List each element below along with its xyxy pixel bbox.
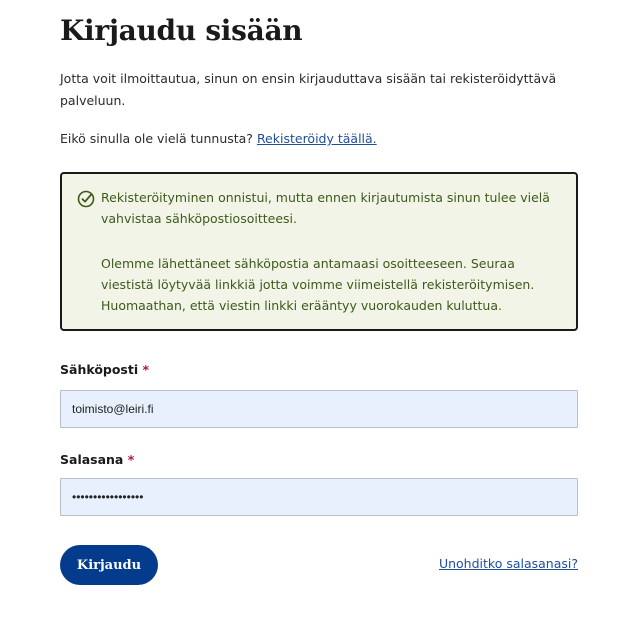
email-field[interactable] <box>61 391 577 427</box>
register-prompt <box>60 129 377 149</box>
page-title: Kirjaudu sisään <box>60 14 303 47</box>
alert-details: Olemme lähettäneet sähköpostia antamaasi osoitteeseen. Seuraa viestistä löytyvää linkkiä jotta voimme viimeistellä rekisteröitymisen. Huomaathan, että viestin linkki erääntyy vuorokauden kuluttua. <box>101 256 535 313</box>
password-required-mark: * <box>127 452 135 467</box>
forgot-password-link[interactable]: Unohditko salasanasi? <box>438 556 578 571</box>
success-alert <box>60 172 578 331</box>
password-field[interactable] <box>61 479 577 515</box>
email-required-mark: * <box>142 362 150 377</box>
password-label <box>60 452 134 467</box>
password-field-wrapper <box>60 478 578 516</box>
check-circle-icon <box>76 189 96 209</box>
email-label <box>60 362 149 377</box>
register-link[interactable]: Rekisteröidy täällä. <box>256 131 377 146</box>
email-label-text: Sähköposti <box>60 362 139 377</box>
register-prompt-text: Eikö sinulla ole vielä tunnusta? <box>60 131 253 146</box>
email-field-wrapper <box>60 390 578 428</box>
login-button[interactable]: Kirjaudu <box>60 545 158 585</box>
password-label-text: Salasana <box>60 452 124 467</box>
intro-text: Jotta voit ilmoittautua, sinun on ensin kirjauduttava sisään tai rekisteröidyttävä palveluun. <box>60 71 557 108</box>
alert-message: Rekisteröityminen onnistui, mutta ennen kirjautumista sinun tulee vielä vahvistaa sähköpostiosoitteesi. <box>101 190 550 226</box>
